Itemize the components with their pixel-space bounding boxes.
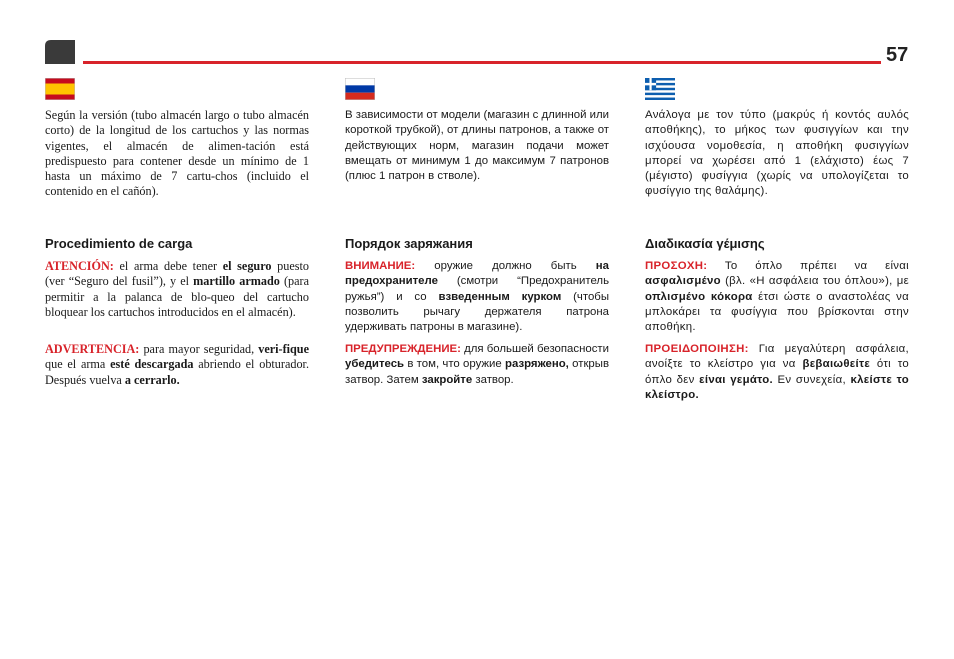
warning-text: оружие должно быть	[415, 260, 596, 272]
advisory-paragraph	[45, 342, 309, 388]
warning-bold: el seguro	[222, 259, 272, 273]
section-heading: Порядок заряжания	[345, 236, 473, 251]
advisory-paragraph	[345, 342, 609, 388]
advisory-bold: убедитесь	[345, 358, 405, 371]
advisory-text: para mayor seguridad,	[139, 342, 259, 356]
advisory-text: ότι το όπλο δεν	[645, 358, 909, 386]
advisory-text: открыв затвор. Затем	[345, 358, 609, 386]
warning-paragraph	[45, 259, 309, 320]
warning-label: ΠΡΟΣΟΧΗ:	[645, 260, 708, 272]
advisory-text: затвор.	[472, 373, 514, 386]
header-rule	[83, 61, 881, 64]
advisory-label: ΠΡΟΕΙΔΟΠΟΙΗΣΗ:	[645, 343, 749, 355]
section-heading: Procedimiento de carga	[45, 236, 193, 251]
warning-text: (чтобы позволить рычагу держателя патрона удерживать патроны в магазине).	[345, 290, 610, 334]
warning-text: (para permitir a la palanca de blo-queo del cartucho bloquear los cartuchos introducidos en el almacén).	[45, 274, 309, 319]
warning-paragraph	[345, 259, 609, 335]
russia-flag-icon	[345, 78, 375, 100]
warning-bold: οπλισμένο κόκορα	[645, 290, 753, 303]
advisory-paragraph	[645, 342, 909, 403]
corner-tab-icon	[45, 40, 75, 64]
warning-text: έτσι ώστε ο αναστολέας να μπλοκάρει τα φυσίγγια που βρίσκονται στην αποθήκη.	[645, 290, 909, 334]
warning-text: (βλ. «Η ασφάλεια του όπλου»), με	[720, 275, 909, 288]
intro-paragraph: Ανάλογα με τον τύπο (μακρύς ή κοντός αυλός αποθήκης), το μήκος των φυσιγγίων και την ισχύουσα νομοθεσία, η αποθήκη φυσιγγίων μπορεί να χωρέσει από 1 (ελάχιστο) έως 7 (μέγιστο) φυσίγγια (χωρίς να υπολογίζεται το φυσίγγιο της θαλάμης).	[645, 109, 909, 198]
warning-label: ATENCIÓN:	[45, 259, 114, 273]
warning-bold: ασφαλισμένο	[645, 275, 721, 288]
warning-bold: на предохранителе	[345, 260, 609, 288]
section-heading: Διαδικασία γέμισης	[645, 236, 765, 251]
warning-text: Το όπλο πρέπει να είναι	[707, 260, 909, 272]
warning-bold: взведенным курком	[438, 290, 562, 303]
warning-text: el arma debe tener	[113, 259, 223, 273]
advisory-bold: разряжено,	[505, 358, 569, 371]
warning-text: puesto (ver “Seguro del fusil”), y el	[45, 259, 309, 289]
warning-bold: martillo armado	[193, 274, 280, 289]
advisory-bold: είναι γεμάτο.	[699, 373, 773, 386]
page-number: 57	[886, 44, 909, 66]
advisory-bold: a cerrarlo.	[124, 372, 180, 387]
advisory-text: в том, что оружие	[404, 358, 506, 371]
advisory-bold: закройте	[421, 373, 473, 386]
greece-flag-icon	[645, 78, 675, 100]
warning-paragraph	[645, 259, 909, 335]
intro-paragraph: В зависимости от модели (магазин с длинной или короткой трубкой), от длины патронов, а также от действующих норм, магазин подачи может вмещать от минимум 1 до максимум 7 патронов (плюс 1 патрон в стволе).	[345, 109, 609, 183]
advisory-bold: βεβαιωθείτε	[802, 358, 871, 371]
advisory-label: ПРЕДУПРЕЖДЕНИЕ:	[345, 343, 461, 355]
advisory-bold: veri-fique	[258, 342, 309, 356]
advisory-label: ADVERTENCIA:	[45, 342, 140, 356]
advisory-bold: esté descargada	[110, 357, 194, 372]
advisory-text: Για μεγαλύτερη ασφάλεια, ανοίξτε το κλείστρο για να	[645, 343, 909, 371]
warning-text: (смотри “Предохранитель ружья”) и со	[345, 275, 609, 303]
warning-label: ВНИМАНИЕ:	[345, 260, 416, 272]
spain-flag-icon	[45, 78, 75, 100]
advisory-text: Εν συνεχεία,	[772, 373, 851, 386]
advisory-text: для большей безопасности	[460, 343, 609, 355]
intro-paragraph: Según la versión (tubo almacén largo o tubo almacén corto) de la longitud de los cartuchos y las normas vigentes, el almacén de alimen-tación está predispuesto para contener desde un mínimo de 1 hasta un máximo de 7 cartu-chos (incluido el contenido en el cañón).	[45, 108, 309, 199]
advisory-bold: κλείστε το κλείστρο.	[645, 373, 909, 401]
advisory-text: que el arma	[45, 357, 111, 372]
advisory-text: abriendo el obturador. Después vuelva	[45, 357, 309, 387]
